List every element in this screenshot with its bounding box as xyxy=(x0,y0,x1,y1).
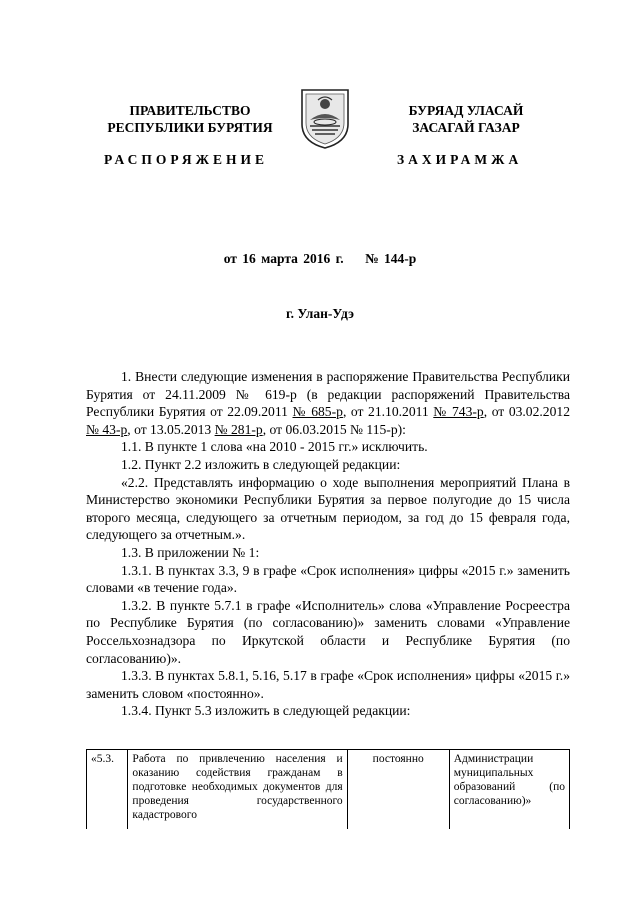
paragraph-1-1: 1.1. В пункте 1 слова «на 2010 - 2015 гг.» исключить. xyxy=(121,439,428,455)
doc-link-685[interactable]: № 685-р xyxy=(292,404,343,420)
paragraph-2-2: «2.2. Представлять информацию о ходе выполнения мероприятий Плана в Министерство экономики Республики Бурятия за первое полугодие до 15 числа второго месяца, следующего за отчетным периодом, за год до 15 февраля года, следующего за отчетным.». xyxy=(86,474,570,543)
doc-link-281[interactable]: № 281-р xyxy=(214,421,263,437)
header-left-title: РАСПОРЯЖЕНИЕ xyxy=(104,152,269,167)
cell-work-description: Работа по привлечению населения и оказанию содействия гражданам в подготовке необходимых документов для проведения государственного кадастрового xyxy=(128,750,347,830)
table-row xyxy=(87,750,570,830)
document-body xyxy=(86,368,570,720)
header-left-line1: ПРАВИТЕЛЬСТВО xyxy=(129,103,251,118)
header-right-line2: ЗАСАГАЙ ГАЗАР xyxy=(412,120,520,135)
paragraph-1-3-4: 1.3.4. Пункт 5.3 изложить в следующей редакции: xyxy=(121,703,411,719)
paragraph-1-3-1: 1.3.1. В пунктах 3.3, 9 в графе «Срок исполнения» цифры «2015 г.» заменить словами «в течение года». xyxy=(86,562,570,596)
coat-of-arms-icon xyxy=(296,86,354,150)
paragraph-1-2: 1.2. Пункт 2.2 изложить в следующей редакции: xyxy=(121,456,401,472)
header-left-line2: РЕСПУБЛИКИ БУРЯТИЯ xyxy=(107,120,273,135)
header-left-org xyxy=(92,102,288,136)
cell-executor: Администрации муниципальных образований (по согласованию)» xyxy=(449,750,569,830)
paragraph-1: 1. Внести следующие изменения в распоряжение Правительства Республики Бурятия от 24.11.2009 № 619-р (в редакции распоряжений Правительства Республики Бурятия от 22.09.2011 № 685-р, от 21.10.2011 № 743-р, от 03.02.2012 № 43-р, от 13.05.2013 № 281-р, от 06.03.2015 № 115-р): xyxy=(86,369,570,437)
doc-link-743[interactable]: № 743-р xyxy=(433,404,484,420)
amendment-table xyxy=(86,749,570,829)
doc-link-43[interactable]: № 43-р xyxy=(86,421,128,437)
document-city: г. Улан-Удэ xyxy=(286,306,354,321)
cell-term: постоянно xyxy=(347,750,449,830)
paragraph-1-3: 1.3. В приложении № 1: xyxy=(121,544,260,560)
cell-item-number: «5.3. xyxy=(87,750,128,830)
paragraph-1-3-2: 1.3.2. В пункте 5.7.1 в графе «Исполнитель» слова «Управление Росреестра по Республике Бурятия (по согласованию)» заменить словами «Управление Россельхознадзора по Иркутской области и Республике Бурятия (по согласованию)». xyxy=(86,597,570,666)
header-right-line1: БУРЯАД УЛАСАЙ xyxy=(408,103,524,118)
document-date-number: от 16 марта 2016 г. № 144-р xyxy=(223,251,417,266)
paragraph-1-3-3: 1.3.3. В пунктах 5.8.1, 5.16, 5.17 в графе «Срок исполнения» цифры «2015 г.» заменить словом «постоянно». xyxy=(86,668,570,701)
header-right-title: ЗАХИРАМЖА xyxy=(397,152,523,167)
header-right-org xyxy=(368,102,564,136)
